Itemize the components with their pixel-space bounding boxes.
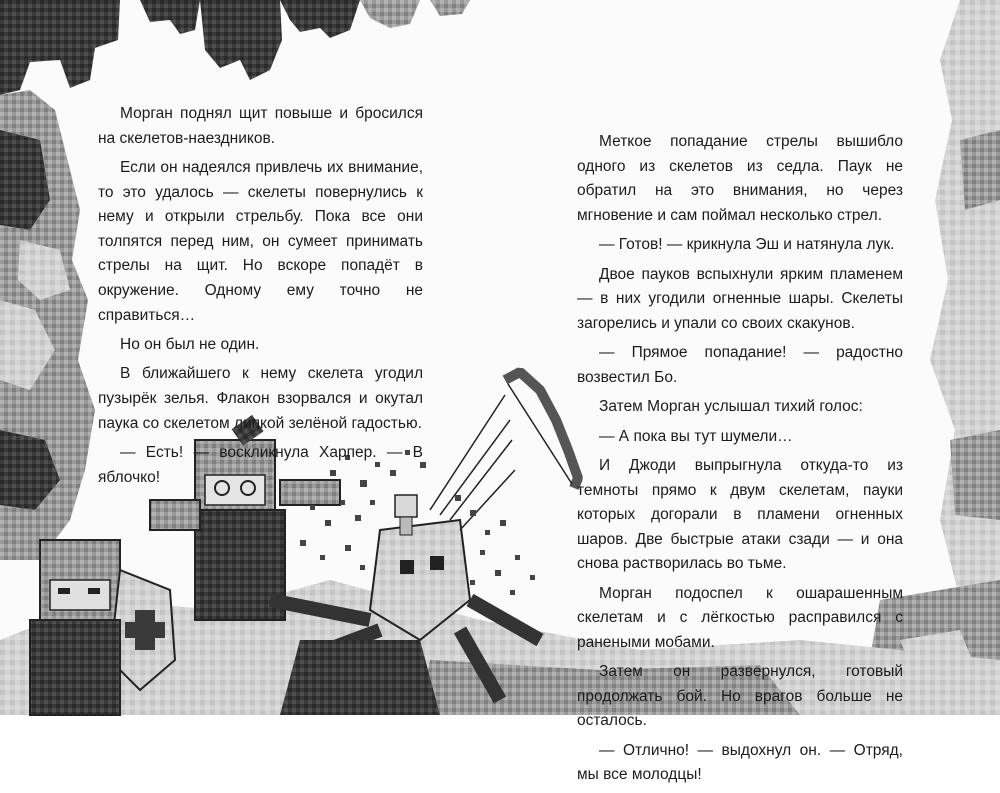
paragraph: Двое пауков вспыхнули ярким пламенем — в них угодили огненные шары. Скелеты загорелись и упали со своих скакунов. — [577, 265, 903, 332]
paragraph: — Готов! — крикнула Эш и натянула лук. — [599, 236, 895, 254]
paragraph: — А пока вы тут шумели… — [599, 427, 793, 445]
paragraph: Морган подоспел к ошарашенным скелетам и с лёгкостью расправился с ранеными мобами. — [577, 584, 903, 651]
paragraph: Но он был не один. — [120, 335, 260, 353]
paragraph: Морган поднял щит повыше и бросился на скелетов-наездников. — [98, 105, 423, 147]
paragraph: — Прямое попадание! — радостно возвестил Бо. — [577, 344, 903, 386]
paragraph: Затем Морган услышал тихий голос: — [599, 398, 863, 416]
paragraph: В ближайшего к нему скелета угодил пузырёк зелья. Флакон взорвался и окутал паука со скелетом липкой зелёной гадостью. — [98, 365, 423, 432]
paragraph: Меткое попадание стрелы вышибло одного из скелетов из седла. Паук не обратил на это внимания, но через мгновение и сам поймал несколько стрел. — [577, 133, 903, 224]
arrow-streaks — [430, 395, 515, 530]
paragraph: Если он надеялся привлечь их внимание, то это удалось — скелеты повернулись к нему и открыли стрельбу. Пока все они толпятся перед ним, он сумеет принимать стрелы на щит. Но вскоре попадёт в окружение. Одному ему точно не справиться… — [98, 158, 423, 324]
paragraph: — Отлично! — выдохнул он. — Отряд, мы все молодцы! — [577, 741, 903, 784]
right-page-text — [577, 130, 903, 793]
bow-item — [505, 372, 578, 488]
left-rock-tower — [0, 90, 95, 560]
paragraph: Затем он развернулся, готовый продолжать бой. Но врагов больше не осталось. — [577, 663, 903, 730]
left-page-text — [98, 102, 423, 495]
top-hanging-blocks — [0, 0, 470, 95]
paragraph: — Есть! — воскликнула Харпер. — В яблочко! — [98, 443, 423, 486]
paragraph: И Джоди выпрыгнула откуда-то из темноты прямо к двум скелетам, пауки которых догорали в пламени огненных шаров. Две быстрые атаки сзади — и она снова растворилась во тьме. — [577, 456, 903, 573]
